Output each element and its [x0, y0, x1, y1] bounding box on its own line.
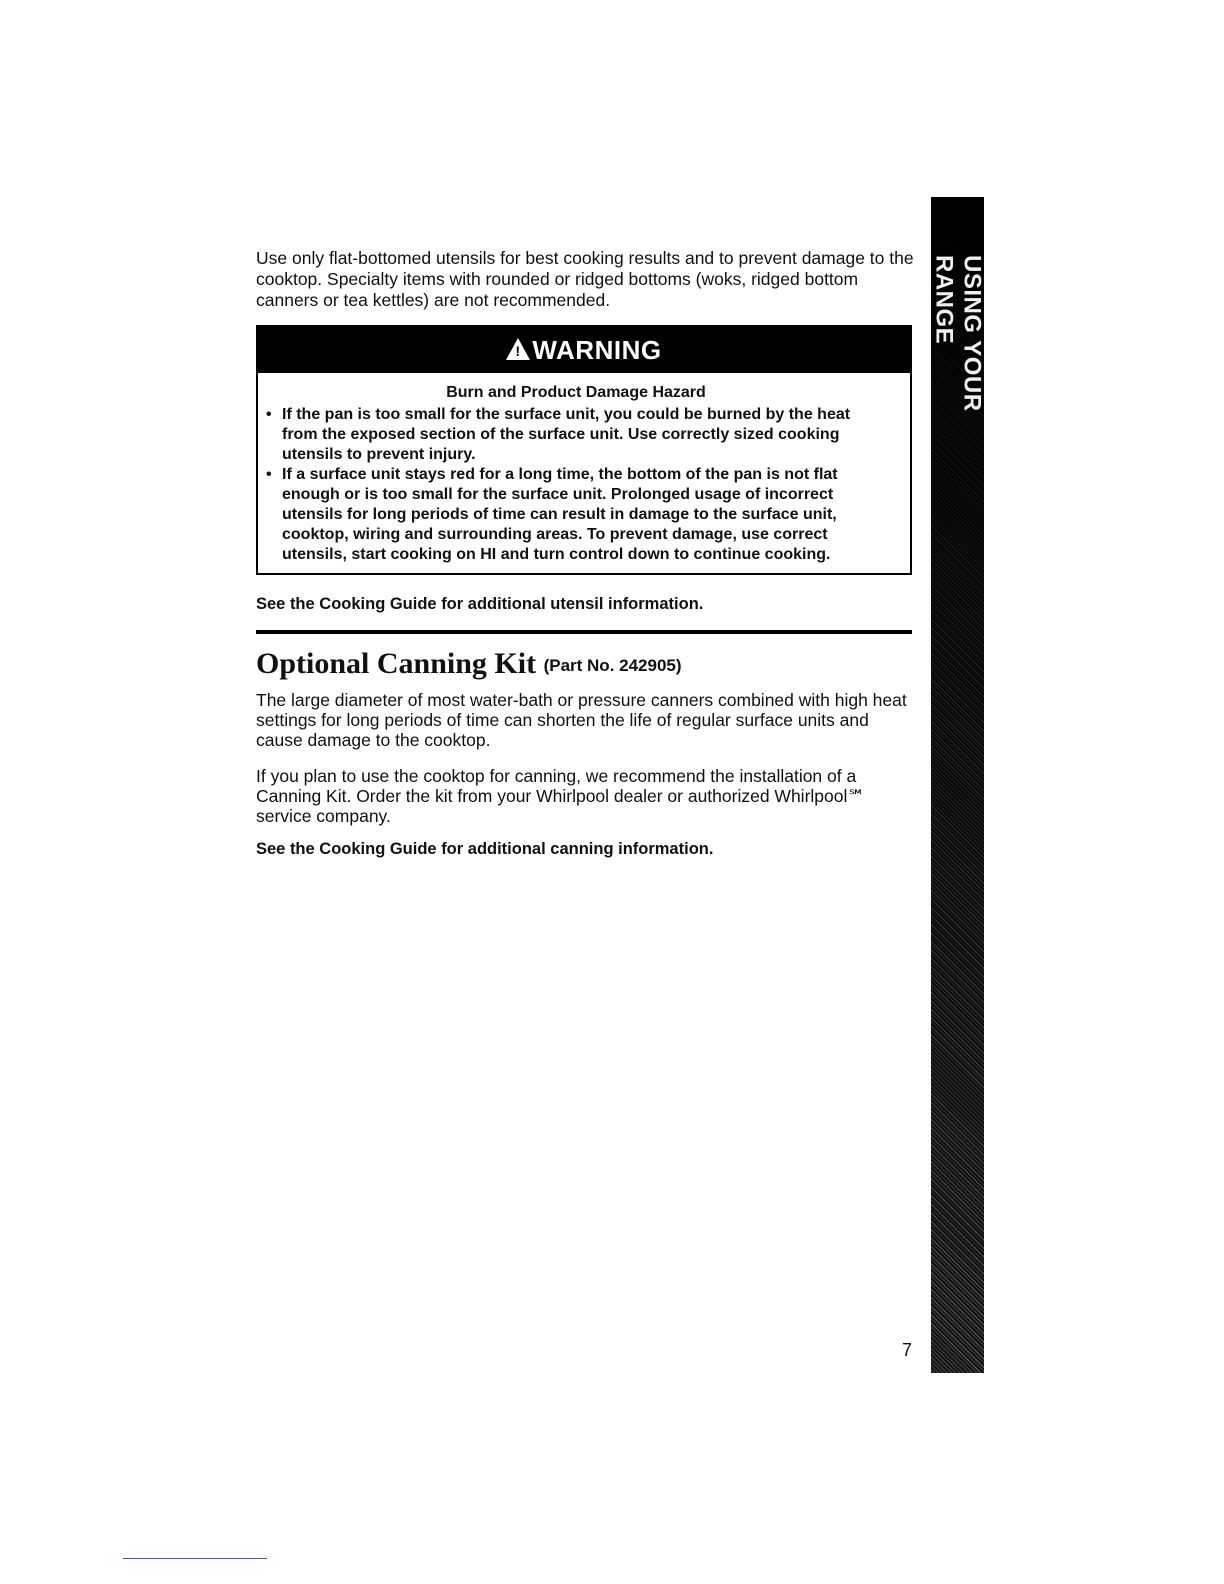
warning-bullet-text: If the pan is too small for the surface unit, you could be burned by the heat from the exposed section of the surface unit. Use correctly sized cooking utensils to prevent injury.	[282, 406, 851, 463]
warning-body	[258, 373, 910, 573]
bullet-dot-icon: •	[266, 406, 272, 423]
see-guide-canning: See the Cooking Guide for additional canning information.	[256, 840, 714, 858]
hazard-title: Burn and Product Damage Hazard	[446, 384, 706, 401]
warning-bullet	[266, 405, 886, 465]
section-title	[256, 646, 916, 684]
bullet-dot-icon: •	[266, 466, 272, 483]
part-number: (Part No. 242905)	[543, 656, 682, 675]
warning-bullet-text: If a surface unit stays red for a long time, the bottom of the pan is not flat enough or is too small for the surface unit. Prolonged usage of incorrect utensils for long periods of time can result in damage to the surface unit, cooktop, wiring and surrounding areas. To prevent damage, use correct utensils, start cooking on HI and turn control down to continue cooking.	[282, 466, 838, 563]
side-tab-text: USING YOUR RANGE	[930, 255, 986, 412]
warning-header	[258, 327, 910, 373]
side-tab-label	[931, 197, 984, 487]
see-guide-utensil: See the Cooking Guide for additional utensil information.	[256, 595, 704, 613]
page-number: 7	[902, 1340, 913, 1360]
section-divider	[256, 630, 912, 634]
warning-exclamation: !	[515, 343, 521, 359]
canning-paragraph-2: If you plan to use the cooktop for canning, we recommend the installation of a Canning Kit. Order the kit from your Whirlpool dealer or authorized Whirlpool℠ service company.	[256, 766, 866, 826]
section-title-text: Optional Canning Kit	[256, 647, 537, 680]
warning-box	[256, 325, 912, 575]
warning-triangle-icon	[506, 338, 530, 360]
page-content	[256, 248, 916, 859]
canning-paragraph-1: The large diameter of most water-bath or pressure canners combined with high heat settings for long periods of time can shorten the life of regular surface units and cause damage to the cooktop.	[256, 690, 907, 750]
bottom-divider	[123, 1558, 267, 1559]
warning-label: WARNING	[532, 334, 662, 365]
intro-paragraph: Use only flat-bottomed utensils for best cooking results and to prevent damage to the cooktop. Specialty items with rounded or ridged bottoms (woks, ridged bottom canners or tea kettles) are not recommended.	[256, 248, 914, 310]
warning-bullet	[266, 465, 886, 565]
